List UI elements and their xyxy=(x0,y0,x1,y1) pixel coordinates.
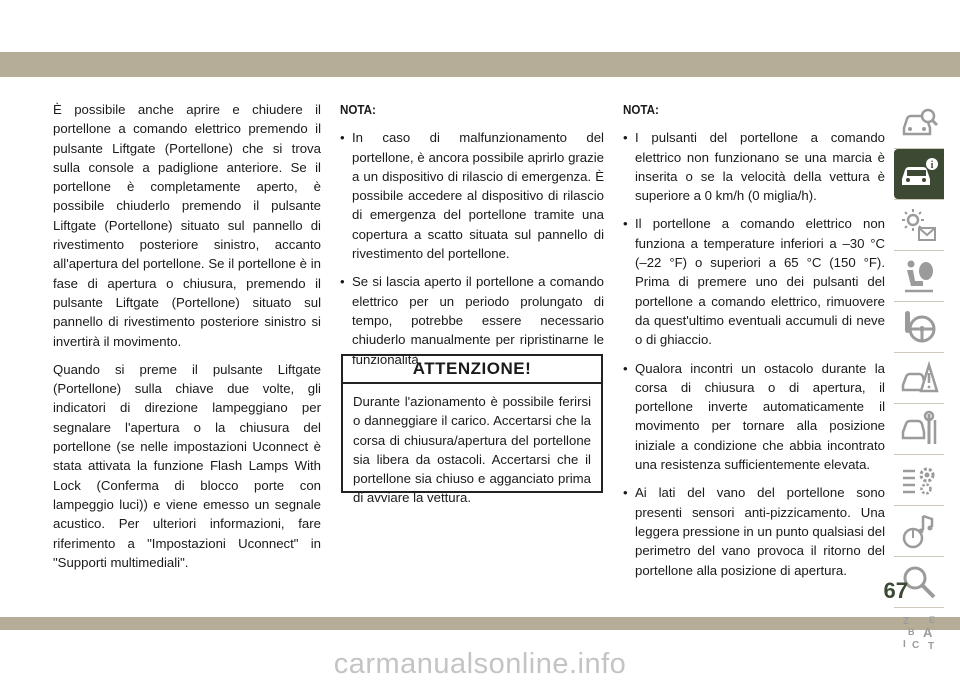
page-number: 67 xyxy=(883,578,908,603)
car-search-icon xyxy=(899,104,939,142)
list-item: • Qualora incontri un ostacolo durante la corsa di chiusura o di apertura, il portellone inverte automaticamente il movimento per tornare alla posizione iniziale a condizione che abbia incontrato una resistenza sufficientemente elevata. xyxy=(623,359,885,475)
note-list xyxy=(340,128,604,369)
index-letter: E xyxy=(929,615,936,625)
steering-wheel-icon xyxy=(899,308,939,346)
car-info-icon xyxy=(899,155,939,193)
watermark: carmanualsonline.info xyxy=(333,648,627,680)
tab-multimedia[interactable] xyxy=(894,506,944,556)
list-item: • I pulsanti del portellone a comando elettrico non funzionano se una marcia è inserita o se la velocità della vettura è superiore a 0 km/h (0 miglia/h). xyxy=(623,128,885,205)
tab-airbag-seat[interactable] xyxy=(894,251,944,301)
warning-box xyxy=(341,354,603,506)
list-item: • Ai lati del vano del portellone sono presenti sensori anti-pizzicamento. Una leggera pressione in un punto qualsiasi del perimetro del vano provoca il ritorno del portellone alla posizione di apertura. xyxy=(623,483,885,579)
list-item: • Se si lascia aperto il portellone a comando elettrico per un periodo prolungato di tempo, potrebbe essere necessario chiuderlo manualmente per ripristinarne le funzionalità. xyxy=(340,272,604,368)
paragraph: Quando si preme il pulsante Liftgate (Portellone) sulla chiave due volte, gli indicatori di direzione lampeggiano per segnalare l'apertura o la chiusura del portellone (se nelle impostazioni Uconnect è stata attivata la funzione Flash Lamps With Lock (Conferma di blocco porte con lampeggio luci)) e viene emesso un segnale acustico. Per ulteriori informazioni, fare riferimento a "Impostazioni Uconnect" in "Supporti multimediali". xyxy=(53,361,321,570)
note-list xyxy=(623,128,885,580)
tab-warning-lights[interactable] xyxy=(894,200,944,250)
middle-column xyxy=(340,100,604,378)
note-heading: NOTA: xyxy=(623,102,659,117)
car-tools-icon xyxy=(899,410,939,448)
tab-gear-list[interactable] xyxy=(894,455,944,505)
index-letter: T xyxy=(928,641,935,652)
tab-car-tools[interactable] xyxy=(894,404,944,454)
alphabetical-index-icon xyxy=(899,614,939,652)
note-heading: NOTA: xyxy=(340,102,376,117)
multimedia-icon xyxy=(899,512,939,550)
list-item: • Il portellone a comando elettrico non funziona a temperature inferiori a –30 °C (–22 °F) o superiori a 65 °C (150 °F). Prima di premere uno dei pulsanti del portellone a comando elettrico, rimuovere da quest'ultimo eventuali accumuli di neve o di ghiaccio. xyxy=(623,214,885,349)
right-column xyxy=(623,100,885,589)
tab-roadside-warning[interactable] xyxy=(894,353,944,403)
warning-title: ATTENZIONE! xyxy=(343,356,601,384)
index-letter: Z xyxy=(903,616,910,627)
warning-lights-message-icon xyxy=(899,206,939,244)
tab-steering-wheel[interactable] xyxy=(894,302,944,352)
tab-car-info[interactable] xyxy=(894,149,944,199)
index-letter: A xyxy=(923,625,933,640)
paragraph: È possibile anche aprire e chiudere il portellone a comando elettrico premendo il pulsante Liftgate (Portellone) che si trova sulla console a padiglione anteriore. Se il portellone è completamente aperto, è possibile chiuderlo premendo il pulsante Liftgate (Portellone) situato sul pannello di rivestimento posteriore sinistro, accanto all'apertura del portellone. Se il portellone è in fase di apertura o chiusura, premendo il pulsante Liftgate (Portellone) situato sul pannello di rivestimento posteriore sinistro si invertirà il movimento. xyxy=(53,102,321,349)
index-letter: C xyxy=(912,640,920,651)
warning-text: Durante l'azionamento è possibile ferirsi o danneggiare il carico. Accertarsi che la corsa di chiusura/apertura del portellone sia libera da ostacoli. Accertarsi che il portellone sia chiuso e agganciato prima di avviare la vettura. xyxy=(353,394,591,506)
index-letter: I xyxy=(903,639,906,650)
gear-list-icon xyxy=(899,461,939,499)
footer-band xyxy=(0,617,960,630)
tab-car-search[interactable] xyxy=(894,98,944,148)
svg-text:i: i xyxy=(930,160,934,171)
airbag-seat-icon xyxy=(899,257,939,295)
index-letter: B xyxy=(908,627,915,637)
header-band xyxy=(0,52,960,77)
roadside-warning-icon xyxy=(899,359,939,397)
left-column xyxy=(53,100,321,581)
list-item: • In caso di malfunzionamento del portellone, è ancora possibile aprirlo grazie a un dispositivo di rilascio di emergenza. È possibile accedere al dispositivo di rilascio di emergenza del portellone tramite una copertura a scatto situata sul pannello di rivestimento del portellone. xyxy=(340,128,604,263)
